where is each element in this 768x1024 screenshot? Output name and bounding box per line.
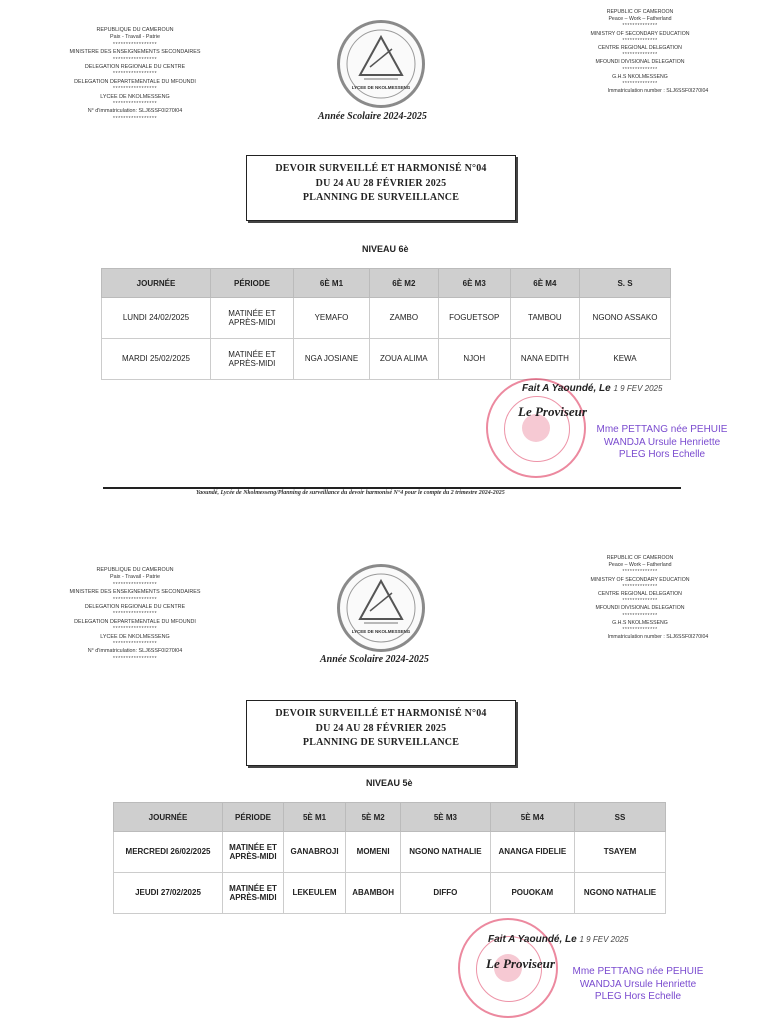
- col-header: 5È M1: [284, 803, 346, 832]
- table-cell: DIFFO: [401, 873, 491, 914]
- right-header: REPUBLIC OF CAMEROON Peace – Work – Fatherland ************** MINISTRY OF SECONDARY EDUCATION ************** CENTRE REGIONAL DELEGATION ************** MFOUNDI DIVISIONAL DELEGATION ************** G.H.S NKOLMESSENG ************** Immatriculation number : SLJ6SSF0I270I04: [590, 555, 709, 641]
- table-cell: NGONO ASSAKO: [580, 298, 671, 339]
- footer-note: Yaoundé, Lycée de Nkolmesseng/Planning de surveillance du devoir harmonisé N°4 pour le compte du 2 trimestre 2024-2025: [196, 490, 505, 496]
- left-header: REPUBLIQUE DU CAMEROUN Paix - Travail - Patrie ***************** MINISTERE DES ENSEIGNEMENTS SECONDAIRES ***************** DELEGATION REGIONALE DU CENTRE ***************** DELEGATION DEPARTEMENTALE DU MFOUNDI ***************** LYCEE DE NKOLMESSENG ***************** N° d'immatriculation: SLJ6SSF0I270I04 *****************: [69, 567, 201, 662]
- logo-emblem-icon: [340, 23, 422, 105]
- table-cell: NANA EDITH: [510, 339, 579, 380]
- school-logo: LYCEE DE NKOLMESSENG: [337, 564, 425, 652]
- col-header: SS: [575, 803, 666, 832]
- proviseur-title: Le Proviseur: [518, 404, 587, 419]
- col-header: 6È M2: [369, 269, 438, 298]
- niveau-label: NIVEAU 5è: [366, 778, 413, 788]
- table-cell: TSAYEM: [575, 832, 666, 873]
- table-cell: ZOUA ALIMA: [369, 339, 438, 380]
- schedule-table: [101, 268, 671, 380]
- table-row: [102, 298, 671, 339]
- table-cell: KEWA: [580, 339, 671, 380]
- col-header: 5È M3: [401, 803, 491, 832]
- table-cell: MATINÉE ET APRÈS-MIDI: [223, 873, 284, 914]
- table-cell: MERCREDI 26/02/2025: [114, 832, 223, 873]
- col-header: 5È M2: [346, 803, 401, 832]
- table-cell: NGONO NATHALIE: [401, 832, 491, 873]
- signature-block: Mme PETTANG née PEHUIE WANDJA Ursule Henriette PLEG Hors Echelle: [572, 966, 704, 1002]
- col-header: JOURNÉE: [114, 803, 223, 832]
- table-cell: LUNDI 24/02/2025: [102, 298, 211, 339]
- table-cell: ANANGA FIDELIE: [490, 832, 574, 873]
- col-header: 5È M4: [490, 803, 574, 832]
- document-title-box: DEVOIR SURVEILLÉ ET HARMONISÉ N°04 DU 24 AU 28 FÉVRIER 2025 PLANNING DE SURVEILLANCE: [246, 155, 516, 221]
- table-cell: FOGUETSOP: [438, 298, 510, 339]
- page-section-5e: [0, 548, 768, 1024]
- schedule-table: [113, 802, 666, 914]
- table-cell: MATINÉE ET APRÈS-MIDI: [211, 339, 294, 380]
- table-cell: POUOKAM: [490, 873, 574, 914]
- table-cell: YEMAFO: [294, 298, 370, 339]
- col-header: JOURNÉE: [102, 269, 211, 298]
- table-cell: ZAMBO: [369, 298, 438, 339]
- niveau-label: NIVEAU 6è: [362, 244, 409, 254]
- school-year: Année Scolaire 2024-2025: [318, 111, 427, 122]
- table-row: [114, 873, 666, 914]
- col-header: S. S: [580, 269, 671, 298]
- table-cell: TAMBOU: [510, 298, 579, 339]
- table-row: [114, 832, 666, 873]
- col-header: PÉRIODE: [211, 269, 294, 298]
- col-header: 6È M1: [294, 269, 370, 298]
- table-cell: NGA JOSIANE: [294, 339, 370, 380]
- table-header-row: [102, 269, 671, 298]
- logo-emblem-icon: [340, 567, 422, 649]
- col-header: 6È M4: [510, 269, 579, 298]
- document-title-box: DEVOIR SURVEILLÉ ET HARMONISÉ N°04 DU 24 AU 28 FÉVRIER 2025 PLANNING DE SURVEILLANCE: [246, 700, 516, 766]
- table-cell: ABAMBOH: [346, 873, 401, 914]
- signature-block: Mme PETTANG née PEHUIE WANDJA Ursule Henriette PLEG Hors Echelle: [596, 424, 728, 460]
- school-year: Année Scolaire 2024-2025: [320, 654, 429, 665]
- table-cell: MATINÉE ET APRÈS-MIDI: [223, 832, 284, 873]
- col-header: 6È M3: [438, 269, 510, 298]
- table-cell: NGONO NATHALIE: [575, 873, 666, 914]
- divider: [103, 487, 681, 489]
- table-cell: MATINÉE ET APRÈS-MIDI: [211, 298, 294, 339]
- table-cell: NJOH: [438, 339, 510, 380]
- col-header: PÉRIODE: [223, 803, 284, 832]
- table-cell: MOMENI: [346, 832, 401, 873]
- proviseur-title: Le Proviseur: [486, 956, 555, 971]
- right-header: REPUBLIC OF CAMEROON Peace – Work – Fatherland ************** MINISTRY OF SECONDARY EDUCATION ************** CENTRE REGIONAL DELEGATION ************** MFOUNDI DIVISIONAL DELEGATION ************** G.H.S NKOLMESSENG ************** Immatriculation number : SLJ6SSF0I270I04: [590, 9, 709, 95]
- left-header: REPUBLIQUE DU CAMEROUN Paix - Travail - Patrie ***************** MINISTERE DES ENSEIGNEMENTS SECONDAIRES ***************** DELEGATION REGIONALE DU CENTRE ***************** DELEGATION DEPARTEMENTALE DU MFOUNDI ***************** LYCEE DE NKOLMESSENG ***************** N° d'immatriculation: SLJ6SSF0I270I04 *****************: [69, 27, 201, 122]
- table-header-row: [114, 803, 666, 832]
- table-cell: GANABROJI: [284, 832, 346, 873]
- place-date-line: Fait A Yaoundé, Le 1 9 FEV 2025: [522, 383, 663, 394]
- school-logo: LYCEE DE NKOLMESSENG: [337, 20, 425, 108]
- table-cell: JEUDI 27/02/2025: [114, 873, 223, 914]
- table-row: [102, 339, 671, 380]
- place-date-line: Fait A Yaoundé, Le 1 9 FEV 2025: [488, 934, 629, 945]
- table-cell: LEKEULEM: [284, 873, 346, 914]
- table-cell: MARDI 25/02/2025: [102, 339, 211, 380]
